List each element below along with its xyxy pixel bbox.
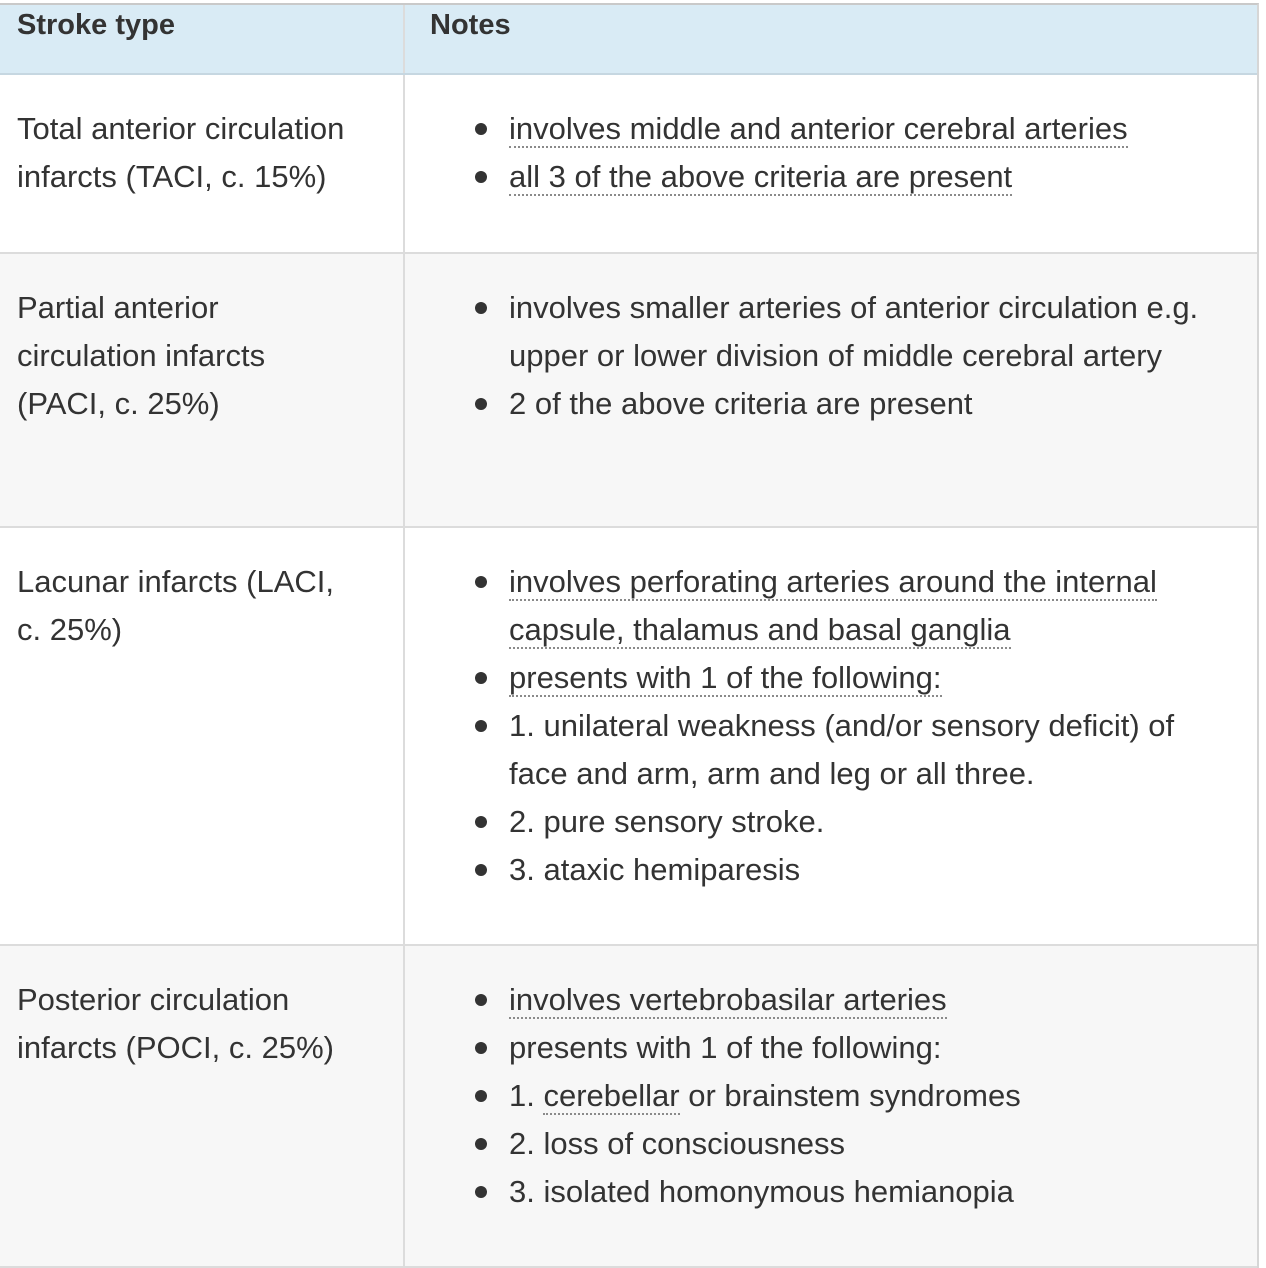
bullet-icon [475,1138,487,1150]
header-stroke-type: Stroke type [0,5,405,73]
note-text: 2. pure sensory stroke. [509,804,825,839]
glossary-link[interactable]: all 3 of the above criteria are present [509,159,1013,194]
list-item [405,798,1237,846]
stroke-type-cell [0,75,405,252]
list-item [405,702,1237,798]
note-text: 2 of the above criteria are present [509,386,973,421]
notes-cell [405,254,1257,526]
list-item [405,976,1237,1024]
glossary-link[interactable]: involves vertebrobasilar arteries [509,982,947,1017]
list-item [405,846,1237,894]
stroke-type-text: Lacunar infarcts (LACI, c. 25%) [17,564,335,647]
stroke-type-text: Posterior circulation infarcts (POCI, c. 25%) [17,982,334,1065]
notes-cell [405,528,1257,944]
bullet-icon [475,398,487,410]
note-text: 2. loss of consciousness [509,1126,846,1161]
bullet-icon [475,1042,487,1054]
glossary-link[interactable]: involves perforating arteries around the internal capsule, thalamus and basal ganglia [509,564,1157,647]
notes-cell [405,75,1257,252]
table-row [0,946,1257,1268]
note-text: 3. isolated homonymous hemianopia [509,1174,1014,1209]
notes-cell [405,946,1257,1266]
note-text: involves smaller arteries of anterior circulation e.g. upper or lower division of middle cerebral artery [509,290,1199,373]
stroke-type-text: Partial anterior circulation infarcts (PACI, c. 25%) [17,290,266,421]
stroke-type-cell [0,528,405,944]
list-item [405,1072,1237,1120]
stroke-type-text: Total anterior circulation infarcts (TACI, c. 15%) [17,111,345,194]
list-item [405,1024,1237,1072]
table-row [0,75,1257,254]
bullet-icon [475,672,487,684]
bullet-icon [475,720,487,732]
bullet-icon [475,1090,487,1102]
stroke-type-cell [0,946,405,1266]
notes-list [405,946,1237,1216]
list-item [405,1120,1237,1168]
glossary-link[interactable]: involves middle and anterior cerebral arteries [509,111,1128,146]
notes-list [405,254,1237,428]
bullet-icon [475,123,487,135]
list-item [405,284,1237,380]
note-text: or brainstem syndromes [679,1078,1021,1113]
list-item [405,1168,1237,1216]
table-header-row [0,5,1257,75]
list-item [405,153,1237,201]
bullet-icon [475,816,487,828]
bullet-icon [475,994,487,1006]
bullet-icon [475,576,487,588]
glossary-link[interactable]: presents with 1 of the following: [509,660,942,695]
list-item [405,380,1237,428]
bullet-icon [475,1186,487,1198]
stroke-type-cell [0,254,405,526]
note-text: 1. [509,1078,544,1113]
glossary-link-cerebellar[interactable]: cerebellar [543,1078,680,1113]
notes-list [405,528,1237,894]
table-row [0,254,1257,528]
header-notes: Notes [430,9,511,41]
bullet-icon [475,864,487,876]
table-row [0,528,1257,946]
list-item [405,654,1237,702]
list-item [405,105,1237,153]
note-text: presents with 1 of the following: [509,1030,942,1065]
note-text: 1. unilateral weakness (and/or sensory deficit) of face and arm, arm and leg or all three. [509,708,1175,791]
note-text: 3. ataxic hemiparesis [509,852,801,887]
list-item [405,558,1237,654]
bullet-icon [475,171,487,183]
notes-list [405,75,1237,201]
stroke-classification-table [0,3,1259,1268]
bullet-icon [475,302,487,314]
